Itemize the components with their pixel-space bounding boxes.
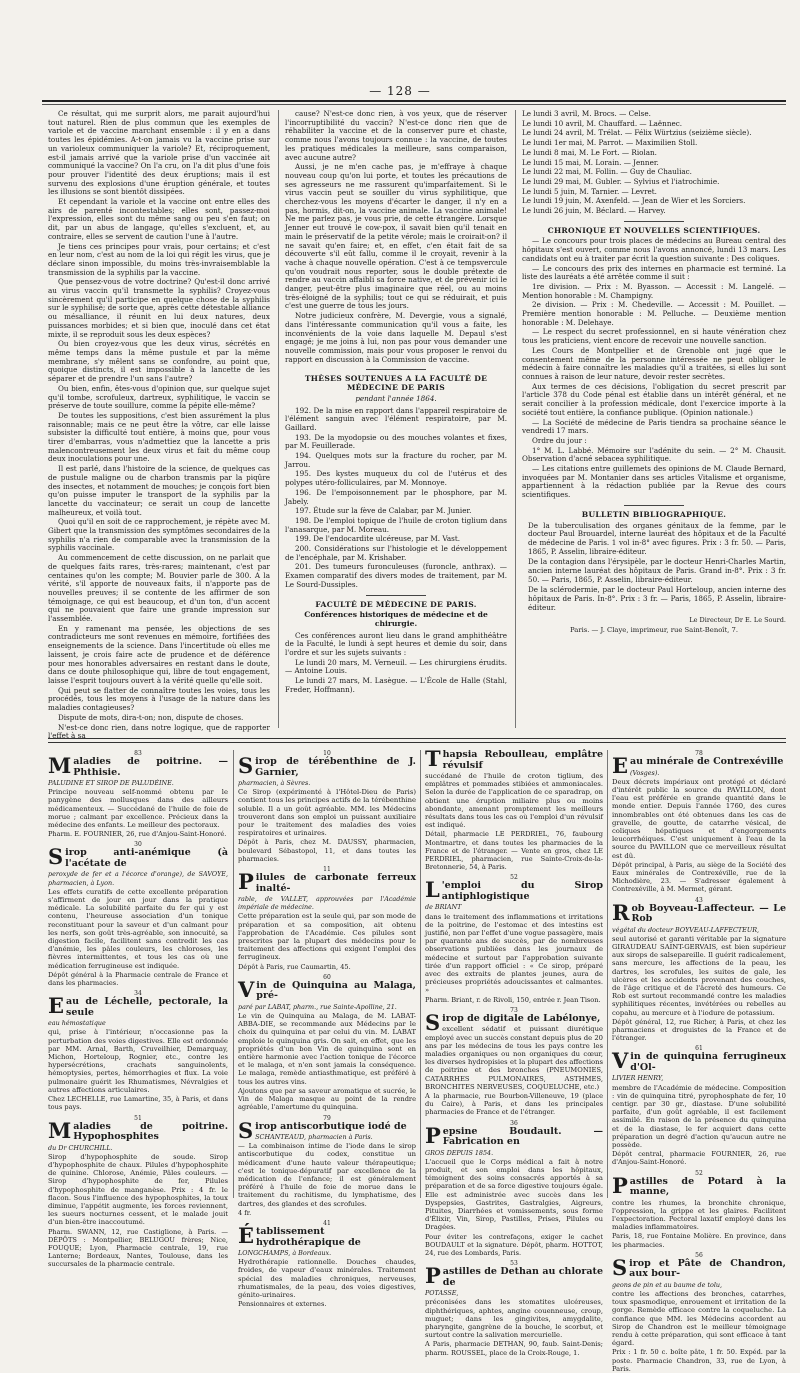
- ad-title: in de quinquina ferrugineux d'Ol-: [630, 1051, 786, 1073]
- drop-cap: M: [48, 1117, 72, 1143]
- drop-cap: T: [425, 746, 441, 771]
- bibliography-item: De la tuberculisation des organes génitaux de la femme, par le docteur Paul Brouardel, interne lauréat des hôpitaux et de la Faculté de médecine de Paris. 1 vol in-8° avec figures. Prix : 3 fr. 50. — Paris, 1865, P. Asselin, libraire-éditeur.: [528, 520, 786, 556]
- paragraph: Il est parlé, dans l'histoire de la science, de quelques cas de pustule maligne ou de charbon transmis par la piqûre des insectes, et notamment de mouches; je conçois fort bien qu'on puisse imputer le transport de la syphilis par la lancette du vaccinateur; ce serait un coup de lancette malheureux, et voilà tout.: [48, 464, 270, 517]
- paragraph: — Les citations entre guillemets des opinions de M. Claude Bernard, invoquées par M. Montanier dans ses articles Vitalisme et organisme, appartiennent à la rédaction publiée par la Revue des cours scientifiques.: [522, 464, 786, 500]
- lecture-item: Le lundi 24 avril, M. Trélat. — Félix Würtzius (seizième siècle).: [522, 128, 752, 138]
- paragraph: De toutes les suppositions, c'est bien assurément la plus raisonnable; mais ce ne peut être la vôtre, car elle laisse subsister la difficulté tout entière, à moins que, pour vous tirer d'embarras, vous n'admettiez que la lancette a pris malencontreusement les deux virus et fait du même coup deux inoculations pour une.: [48, 410, 270, 464]
- paragraph: Quoi qu'il en soit de ce rapprochement, je répète avec M. Gibert que la transmission des symptômes secondaires de la syphilis n'a rien de comparable avec la transmission de la syphilis vaccinale.: [48, 517, 270, 553]
- ad-title: au minérale de Contrexéville: [630, 756, 784, 767]
- ad-number: 61: [695, 1045, 703, 1053]
- advertisement: [238, 974, 416, 1112]
- top-rule: [42, 100, 786, 102]
- ad-body: Les effets curatifs de cette excellente préparation s'affirment de jour en jour dans la pratique médicale. La solubilité parfaite du fer qui y est contenu, l'heureuse association d'un tonique reconstituant pour la saveur et d'un calmant pour les nerfs, son goût très-agréable, son innocuité, sa digestion facile, facilitent sans contredit les cas d'anémie, les pâles couleurs, les chloroses, les fièvres intermittentes, et tous les cas où une médication ferrugineuse est indiquée.: [48, 887, 228, 970]
- ad-subtitle: LIVIER HENRY,: [612, 1074, 664, 1083]
- paragraph: 1° M. L. Labbé. Mémoire sur l'adénite du sein. — 2° M. Chausit. Observation d'acné sebacea syphilitique.: [522, 445, 786, 464]
- ad-title: aladies de poitrine. — Phthisie.: [73, 756, 228, 778]
- drop-cap: L: [425, 877, 440, 903]
- bibliography-list: [522, 522, 786, 613]
- ad-number: 73: [510, 1006, 518, 1014]
- faculte-subheading: Conférences historiques de médecine et de chirurgie.: [304, 610, 488, 628]
- paragraph: Les Cours de Montpellier et de Grenoble ont jugé que le consentement même de la personne intéressée ne peut obliger le médecin à faire connaître les maladies qu'il a traitées, si elles lui sont connues à raison de leur nature, devoir rester secrètes.: [522, 345, 786, 381]
- drop-cap: E: [612, 753, 629, 778]
- lecture-item: Le lundi 1er mai, M. Parrot. — Maximilien Stoll.: [522, 138, 698, 148]
- printer-imprint: Paris. — J. Claye, imprimeur, rue Saint-Benoît, 7.: [570, 626, 738, 635]
- ad-title: irop de digitale de Labélonye,: [442, 1012, 601, 1024]
- ads-divider: [420, 750, 421, 1198]
- ad-subtitle: GROS DEPUIS 1854.: [425, 1148, 494, 1157]
- ad-subtitle: du Dr CHURCHILL.: [48, 1143, 113, 1152]
- lecture-item: Le lundi 10 avril, M. Chauffard. — Laënnec.: [522, 118, 683, 128]
- column-divider: [515, 110, 516, 728]
- lecture-item: Le lundi 19 juin, M. Axenfeld. — Jean de Wier et les Sorciers.: [522, 196, 746, 206]
- ad-body: succédané de l'huile de croton tiglium, des emplâtres et pommades stibiées et ammoniacales. Selon la durée de l'application de ce sparadrap, on obtient une éruption miliaire plus ou moins abondante, amenant promptement les meilleurs résultats dans tous les cas où l'emploi d'un révulsif est indiqué.: [425, 772, 603, 830]
- ad-depot: Pharm. SWANN, 12, rue Castiglione, à Paris. — DÉPÔTS : Montpellier, BELUGOU frères; Nice, FOUQUE; Lyon, Pharmacie centrale, 19, rue Lanterne; Bordeaux, Nantes, Toulouse, dans les succursales de la pharmacie centrale.: [48, 1227, 228, 1269]
- section-rule: [48, 738, 786, 739]
- ad-depot: Détail, pharmacie LE PERDRIEL, 76, faubourg Montmartre, et dans toutes les pharmacies de la France et de l'étranger. — Vente en gros, chez LE PERDRIEL, pharmacien, rue Sainte-Croix-de-la-Bretonnerie, 54, à Paris.: [425, 830, 603, 872]
- ad-title: au de Léchelle, pectorale, la seule: [66, 996, 228, 1018]
- ornament-separator: [366, 369, 426, 370]
- director-signature: Le Directeur, Dr E. Le Sourd.: [689, 615, 786, 624]
- ad-number: 52: [510, 874, 518, 882]
- paragraph: Dispute de mots, dira-t-on; non, dispute de choses.: [58, 712, 244, 722]
- paragraph: 1re division. — Prix : M. Byasson. — Accessit : M. Langelé. — Mention honorable : M. Champigny.: [522, 281, 786, 300]
- ad-number: 53: [510, 1260, 518, 1268]
- drop-cap: S: [238, 753, 254, 778]
- ad-number: 34: [134, 990, 142, 998]
- drop-cap: E: [48, 993, 65, 1019]
- ad-number: 83: [134, 750, 142, 757]
- ad-number: 51: [134, 1114, 142, 1122]
- ad-number: 36: [510, 1119, 518, 1127]
- ad-title: irop anti-anémique (à l'acétate de: [65, 847, 228, 869]
- ad-subtitle: eau hémostatique: [48, 1019, 106, 1028]
- paragraph: Ou bien croyez-vous que les deux virus, sécrétés en même temps dans la même pustule et par la même membrane, s'y mêlent sans se confondre, au point que, quoique distincts, il est impossible à la lancette de les séparer et de prendre l'un sans l'autre?: [48, 339, 270, 384]
- lecture-list: [522, 110, 786, 216]
- advertisement: [48, 750, 228, 838]
- ad-subtitle: paré par LABAT, pharm., rue Sainte-Apolline, 21.: [238, 1002, 397, 1011]
- ad-number: 78: [695, 750, 703, 757]
- advertisement: [612, 1045, 786, 1166]
- ad-number: 11: [323, 866, 331, 874]
- advertisement: [425, 874, 603, 1003]
- thesis-item: 193. De la myodopsie ou des mouches volantes et fixes, par M. Feuillerade.: [285, 432, 507, 451]
- ad-title: epsine Boudault. — Fabrication en: [442, 1125, 603, 1148]
- ad-body: seul autorisé et garanti véritable par la signature GIRAUDEAU SAINT-GERVAIS, est bien supérieur aux sirops de salsepareille. Il guérit radicalement, sans mercure, les affections de la peau, les dartres, les scrofules, les suites de gale, les ulcères et les accidents provenant des couches, de l'âge critique et de l'âcreté des humeurs. Ce Rob est surtout recommandé contre les maladies syphilitiques récentes, invétérées ou rebelles au copahu, au mercure et à l'iodure de potassium.: [612, 934, 786, 1017]
- ad-body: — La combinaison intime de l'iode dans le sirop antiscorbutique du codex, constitue un médicament d'une haute valeur thérapeutique; c'est le tonique-dépuratif par excellence de la médication de l'enfance; il est généralement préféré à l'huile de foie de morue dans le traitement du rachitisme, du lymphatisme, des dartres, des glandes et des scrofules.: [238, 1142, 416, 1208]
- ad-title: irop de térébenthine de J. Garnier,: [255, 756, 416, 778]
- ad-depot: Ajoutons que par sa saveur aromatique et sucrée, le Vin de Malaga masque au point de la rendre agréable, l'amertume du quinquina.: [238, 1086, 416, 1112]
- lecture-item: Le lundi 29 mai, M. Gubler. — Sylvius et l'iatrochimie.: [522, 176, 720, 186]
- ad-title: astilles de Dethan au chlorate de: [442, 1266, 603, 1288]
- ad-depot: 4 fr.: [238, 1208, 252, 1217]
- paragraph: Le lundi 27 mars, M. Lasègue. — L'École de Halle (Stahl, Freder, Hoffmann).: [285, 676, 507, 694]
- ad-subtitle: rable, de VALLET, approuvées par l'Académie impériale de médecine.: [238, 895, 416, 912]
- advertisement: [238, 1220, 416, 1308]
- ad-number: 41: [323, 1220, 331, 1228]
- paragraph: — Le respect du secret professionnel, en si haute vénération chez tous les praticiens, vient encore de recevoir une nouvelle sanction.: [522, 327, 786, 346]
- paragraph: — La Société de médecine de Paris tiendra sa prochaine séance le vendredi 17 mars.: [522, 417, 786, 436]
- thesis-item: 192. De la mise en rapport dans l'appareil respiratoire de l'élément sanguin avec l'élément respiratoire, par M. Gaillard.: [285, 405, 507, 432]
- ad-subtitle: SCHANTEAUD, pharmacien à Paris.: [255, 1133, 373, 1141]
- ad-depot: Pour éviter les contrefaçons, exiger le cachet BOUDAULT et la signature. Dépôt, pharm. HOTTOT, 24, rue des Lombards, Paris.: [425, 1232, 603, 1258]
- ad-heading: [425, 746, 603, 771]
- ad-number: 30: [134, 841, 142, 849]
- ad-title: irop antiscorbutique iodé de: [255, 1120, 407, 1132]
- ad-number: 52: [695, 1169, 703, 1177]
- ad-title: in de Quinquina au Malaga, pré-: [256, 979, 416, 1002]
- ad-body: contre les affections des bronches, catarrhes, toux spasmodique, enrouement et irritation de la gorge. Remède efficace contre la coqueluche. La confiance que MM. les Médecins accordent au Sirop de Chandron est le meilleur témoignage rendu à cette préparation, qui sont efficace à tant égard.: [612, 1290, 786, 1348]
- drop-cap: P: [425, 1263, 441, 1289]
- ornament-separator: [624, 505, 684, 506]
- ornament-separator: [366, 595, 426, 596]
- bibliography-item: De la contagion dans l'érysipèle, par le docteur Henri-Charles Martin, ancien interne lauréat des hôpitaux de Paris. Grand in-8°. Prix : 3 fr. 50. — Paris, 1865, P. Asselin, libraire-éditeur.: [528, 557, 786, 584]
- ad-depot: A la pharmacie, rue Bourbon-Villeneuve, 19 (place du Caire), à Paris, et dans les principales pharmacies de France et de l'étranger.: [425, 1092, 603, 1117]
- drop-cap: V: [612, 1048, 629, 1074]
- paragraph: Aussi, je ne m'en cache pas, je m'effraye à chaque nouveau coup qu'on lui porte, et toutes les précautions de ses agresseurs ne me rassurent qu'imparfaitement. Si le virus vaccin peut se souiller du virus syphilitique, que cherchez-vous les moyens d'écarter le danger, il n'y en a pas, hormis, dit-on, la vaccine animale. La vaccine animale! Ne me parlez pas, je vous prie, de cette étrangère. Lorsque Jenner eut trouvé le cow-pox, il savait bien qu'il tenait en main le préservatif de la petite vérole; mais le croirait-on? il ne savait qu'en faire; et, en effet, c'en était fait de sa découverte s'il eût fallu, comme il le croyait, revenir à la vache à chaque nouvelle opération. C'est à ce tempsvercule qu'on voudrait nous reporter, sous le double prétexte de rendre au vaccin affaibli sa force native, et de prévenir ici le danger, peut-être plus imaginaire que réel, ou au moins très-éloigné de la syphilis; tout ce qui se réduirait, et puis c'est une guerre de tous les jours.: [285, 162, 507, 311]
- column-1: [48, 109, 270, 741]
- ads-divider: [233, 750, 234, 1198]
- drop-cap: R: [612, 899, 630, 925]
- drop-cap: S: [612, 1254, 628, 1280]
- ads-column-2: [238, 750, 416, 1309]
- ad-body: membre de l'Académie de médecine. Composition : vin de quinquina titré, pyrophosphate de fer, 10 centigr. par 30 gr., diastase. D'une solubilité parfaite, d'un goût agréable, il est facilement assimilé. En raison de la présence du quinquina et de la diastase, le fer acquiert dans cette préparation un degré d'action qu'aucun autre ne possède.: [612, 1083, 786, 1150]
- drop-cap: S: [238, 1117, 254, 1143]
- paragraph: cause? N'est-ce donc rien, à vos yeux, que de réserver l'incorruptibilité du vaccin? N'est-ce donc rien que de réhabiliter la vaccine et de la conserver pure et chaste, comme nous l'avons toujours connue : la vaccine, de toutes les pratiques médicales la meilleure, sans comparaison, avec aucune autre?: [285, 109, 507, 162]
- drop-cap: M: [48, 753, 72, 778]
- ad-depot: Dépôt principal, à Paris, au siège de la Société des Eaux minérales de Contrexéville, rue de la Michodière, 23. — S'adresser également à Contrexéville, à M. Mermet, gérant.: [612, 860, 786, 894]
- ad-depot: Pensionnaires et externes.: [238, 1300, 327, 1309]
- thesis-item: 198. De l'emploi topique de l'huile de croton tiglium dans l'anasarque, par M. Moreau.: [285, 515, 507, 534]
- ad-depot: Dépôt général, 12, rue Richer, à Paris, et chez les pharmaciens et droguistes de la France et de l'étranger.: [612, 1017, 786, 1043]
- ads-divider: [607, 750, 608, 1198]
- ad-number: 10: [323, 750, 331, 757]
- paragraph: Ces conférences auront lieu dans le grand amphithéâtre de la Faculté, le lundi à sept heures et demie du soir, dans l'ordre et sur les sujets suivants :: [285, 630, 507, 658]
- ad-number: 56: [695, 1251, 703, 1259]
- lecture-item: Le lundi 5 juin, M. Tarnier. — Levret.: [522, 186, 657, 196]
- advertisement: [238, 750, 416, 863]
- advertisement: [425, 1120, 603, 1258]
- advertisement: [612, 1170, 786, 1249]
- ad-depot: Prix : 1 fr. 50 c. boîte pâte, 1 fr. 50. Expéd. par la poste. Pharmacie Chandron, 33, rue de Lyon, à Paris.: [612, 1348, 786, 1373]
- thesis-item: 201. Des tumeurs furonculeuses (furoncle, anthrax). — Examen comparatif des divers modes de traitement, par M. Le Sourd-Dussiples.: [285, 562, 507, 589]
- column-divider: [278, 110, 279, 728]
- paragraph: Ordre du jour :: [532, 435, 587, 445]
- ad-title: tablissement hydrothérapique de: [256, 1226, 361, 1248]
- ad-subtitle: de BRIANT: [425, 903, 462, 912]
- ad-subtitle: peroxyde de fer et a l'écorce d'orange), de SAVOYE, pharmacien, à Lyon.: [48, 870, 228, 887]
- ad-subtitle: végétal du docteur BOYVEAU-LAFFECTEUR,: [612, 925, 760, 934]
- ad-depot: A Paris, pharmacie DETHAN, 90, faub. Saint-Denis; pharm. ROUSSEL, place de la Croix-Rouge, 1.: [425, 1340, 603, 1357]
- ad-title: 'emploi du Sirop antiphlogistique: [441, 880, 603, 902]
- ad-title: aladies de poitrine. Hypophosphites: [73, 1120, 228, 1142]
- drop-cap: É: [238, 1223, 255, 1249]
- faculte-heading: FACULTÉ DE MÉDECINE DE PARIS.: [315, 599, 477, 609]
- thesis-item: 200. Considérations sur l'histologie et le développement de l'encéphale, par M. Krishaber.: [285, 544, 507, 562]
- column-3: [522, 110, 786, 728]
- paragraph: — Le concours des prix des internes en pharmacie est terminé. La liste des lauréats a été arrêtée comme il suit :: [522, 263, 786, 282]
- paragraph: Le lundi 20 mars, M. Verneuil. — Les chirurgiens érudits. — Antoine Louis.: [285, 657, 507, 676]
- ad-subtitle: PALUDINE ET SIROP DE PALUDÉINE.: [48, 779, 174, 787]
- ad-title: ob Boyveau-Laffecteur. — Le Rob: [631, 902, 786, 925]
- ad-subtitle: pharmacien, à Sèvres.: [238, 779, 311, 787]
- ad-body: contre les rhumes, la bronchite chronique, l'oppression, la grippe et les glaires. Facilitent l'expectoration. Pectoral laxatif employé dans les maladies inflammatoires.: [612, 1198, 786, 1232]
- ad-body: Principe nouveau self-nommé obtenu par le panygène des mollusques dans des ailleurs médicamenteux. — Succédané de l'huile de foie de morue ; calmant par excellence. Précieux dans la médecine des enfants. Le meilleur des pectoraux.: [48, 788, 228, 830]
- ornament-separator: [624, 221, 684, 222]
- ad-depot: Dépôt à Paris, rue Caumartin, 45.: [238, 962, 351, 971]
- advertisement: [425, 1007, 603, 1117]
- ad-depot: Dépôt général à la Pharmacie centrale de France et dans les pharmacies.: [48, 970, 228, 988]
- advertisement: [48, 1115, 228, 1269]
- advertisement: [48, 841, 228, 987]
- thesis-item: 199. De l'endocardite ulcéreuse, par M. Vast.: [295, 534, 460, 544]
- ad-subtitle: POTASSE,: [425, 1289, 459, 1298]
- page-number: — 128 —: [369, 84, 431, 98]
- bulletin-heading: BULLETIN BIBLIOGRAPHIQUE.: [581, 509, 727, 519]
- ad-body: excellent sédatif et puissant diurétique employé avec un succès constant depuis plus de 20 ans par les médecins de tous les pays contre les maladies organiques ou non organiques du cœur, les diverses hydropisies et la plupart des affections de poitrine et des bronches (PNEUMONIES, CATARRHES PULMONAIRES, ASTHMES, BRONCHITES NERVEUSES, COQUELUCHE, etc.): [425, 1025, 603, 1091]
- ad-title: irop et Pâte de Chandron, aux bour-: [629, 1257, 786, 1280]
- paragraph: Qui peut se flatter de connaître toutes les voies, tous les procédés, tous les moyens à l'usage de la nature dans les maladies contagieuses?: [48, 685, 270, 713]
- ad-body: Hydrothérapie rationnelle. Douches chaudes, froides, de vapeur d'eaux minérales. Traitement spécial des maladies chroniques, nerveuses, rhumatismales, de la peau, des voies digestives, génito-urinaires.: [238, 1258, 416, 1300]
- section-rule-thin: [48, 742, 786, 743]
- thesis-item: 194. Quelques mots sur la fracture du rocher, par M. Jarrou.: [285, 451, 507, 469]
- ad-body: Sirop d'hypophosphite de soude. Sirop d'hypophosphite de chaux. Pilules d'hypophosphite de quinine. Chlorose, Anémie, Pâles couleurs. — Sirop d'hypophosphite de fer, Pilules d'hypophosphite de manganèse. Prix : 4 fr. le flacon. Sous l'influence des hypophosphites, la toux diminue, l'appétit augmente, les forces reviennent, les sueurs nocturnes cessent, et le malade jouit d'un bien-être inaccoutumé.: [48, 1152, 228, 1227]
- ad-body: Le vin de Quinquina au Malaga, de M. LABAT-ABBA-DIE, se recommande aux Médecins par le choix du quinquina et par celui du vin. M. LABAT emploie le quinquina gris. On sait, en effet, que les propriétés d'un bon Vin de quinquina sont en entière harmonie avec l'action tonique de l'écorce et le malaga, et n'en sont jamais la conséquence. Le malaga, remède antiasthmatique, est préféré à tous les autres vins.: [238, 1012, 416, 1086]
- ad-depot: Paris, 18, rue Fontaine Molière. En province, dans les pharmacies.: [612, 1232, 786, 1249]
- lecture-item: Le lundi 8 mai, M. Le Fort. — Riolan.: [522, 147, 657, 157]
- ad-number: 79: [323, 1114, 331, 1122]
- theses-heading: THÈSES SOUTENUES A LA FACULTÉ DE MÉDECINE DE PARIS: [304, 374, 488, 393]
- paragraph: Je tiens ces principes pour vrais, pour certains; et c'est en leur nom, c'est au nom de la loi qui régit les virus, que je déclare sinon impossible, du moins très-invraisemblable la transmission de la syphilis par la vaccine.: [48, 241, 270, 277]
- drop-cap: S: [48, 844, 64, 870]
- ad-body: L'accueil que le Corps médical a fait à notre produit, et son emploi dans les hôpitaux, témoignent des soins consacrés apportés à sa préparation et de sa force digestive toujours égale. Elle est administrée avec succès dans les Dyspepsies, Gastrites, Gastralgies, Aigreurs, Pituites, Diarrhées et vomissements, sous forme d'Élixir, Vin, Sirop, Pastilles, Prises, Pilules ou Dragées.: [425, 1157, 603, 1232]
- paragraph: Que pensez-vous de votre doctrine? Qu'est-il donc arrivé au virus vaccin qu'il transmette la syphilis? Croyez-vous sincèrement qu'il participe en quelque chose de la syphilis sur le syphilisé; de sorte que, après cette détestable alliance ou mésalliance, il réunit en lui deux natures, deux puissances morbides; et si bien que, inoculé dans cet état mixte, il se reproduit sous les deux espèces?: [48, 277, 270, 339]
- paragraph: 2e division. — Prix : M. Chedeville. — Accessit : M. Pouillet. — Première mention honorable : M. Pelluche. — Deuxième mention honorable : M. Delehaye.: [522, 300, 786, 327]
- lecture-item: Le lundi 15 mai, M. Lorain. — Jenner.: [522, 157, 659, 167]
- ad-body: Deux décrets impériaux ont protégé et déclaré d'intérêt public la source du PAVILLON, dont l'eau est préférée en grande quantité dans le monde entier. Depuis l'année 1760, des cures innombrables ont été obtenues dans les cas de gravelle, de goutte, de catarrhe vésical, de coliques hépatiques et d'engorgements leucorrhéiques. C'est uniquement à l'eau de la source du PAVILLON que ce merveilleux résultat est dû.: [612, 777, 786, 860]
- paragraph: Ce résultat, qui me surprit alors, me parait aujourd'hui tout naturel. Rien de plus commun que les exemples de variole et de vaccine marchant ensemble : il y en a dans toutes les épidémies. A-t-on jamais vu la vaccine prise sur un varioleux communiquer la variole? Et, réciproquement, est-il jamais arrivé que la variole prise d'un vaccinée ait communiqué la vaccine? On l'a cru, on l'a dit plus d'une fois pour prouver l'identité des deux éruptions; mais il est survenu des explosions d'une éruption générale, et toutes les illusions se sont bientôt dissipées.: [48, 109, 270, 197]
- column-2: [285, 110, 507, 728]
- thesis-item: 195. Des kystes muqueux du col de l'utérus et des polypes utéro-folliculaires, par M. Monnoye.: [285, 469, 507, 488]
- ad-title: ilules de carbonate ferreux inalté-: [255, 872, 416, 894]
- advertisement: [612, 750, 786, 894]
- thesis-item: 196. De l'empoisonnement par le phosphore, par M. Jabely.: [285, 487, 507, 506]
- ad-body: préconisées dans les stomatites ulcéreuses, diphthériques, aphtes, angine couenneuse, croup, muguet; dans les gingivites, amygdalite, pharyngite, gangrène de la bouche, le scorbut, et surtout contre la salivation mercurielle.: [425, 1298, 603, 1340]
- drop-cap: V: [238, 976, 255, 1002]
- ad-depot: Pharm. E. FOURNIER, 26, rue d'Anjou-Saint-Honoré.: [48, 830, 227, 839]
- ad-depot: Dépôt central, pharmacie FOURNIER, 26, rue d'Anjou-Saint-Honoré.: [612, 1150, 786, 1167]
- ad-subtitle: LONGCHAMPS, à Bordeaux.: [238, 1249, 332, 1258]
- ads-column-3: [425, 746, 603, 1357]
- chronique-heading: CHRONIQUE ET NOUVELLES SCIENTIFIQUES.: [547, 225, 761, 235]
- ad-body: Cette préparation est la seule qui, par son mode de préparation et sa composition, ait obtenu l'approbation de l'Académie. Ces pilules sont prescrites par la plupart des médecins pour le traitement des affections qui exigent l'emploi des ferrugineux.: [238, 912, 416, 962]
- lecture-item: Le lundi 22 mai, M. Follin. — Guy de Chauliac.: [522, 167, 692, 177]
- lecture-item: Le lundi 3 avril, M. Brocs. — Celse.: [522, 109, 651, 118]
- paragraph: Ou bien, enfin, êtes-vous d'opinion que, sur quelque sujet qu'il tombe, scrofuleux, dartreux, syphilitique, le vaccin se préserve de toute souillure, comme la pépite elle-même?: [48, 383, 270, 411]
- top-rule-thin: [42, 104, 786, 105]
- ad-subtitle: (Vosges).: [630, 768, 660, 777]
- advertisement: [238, 866, 416, 971]
- ad-number: 43: [695, 896, 703, 904]
- advertisement: [425, 1260, 603, 1357]
- ad-body: qui, prise à l'intérieur, n'occasionne pas la perturbation des voies digestives. Elle est ordonnée par MM. Arnal, Barth, Cruveilhier, Demarquay, Michon, Horteloup, Rognier, etc., contre les hypersécrétions, crachats sanguinolents, hémoptysies, pertes, hémorrhagies et flux. La voie pulmonaire guérit les Rhumatismes, Névralgies et autres affections articulaires.: [48, 1028, 228, 1094]
- advertisement: [612, 1252, 786, 1373]
- theses-subheading: pendant l'année 1864.: [355, 393, 437, 403]
- ads-column-1: [48, 750, 228, 1269]
- drop-cap: P: [425, 1122, 441, 1148]
- advertisement: [238, 1115, 416, 1218]
- drop-cap: P: [612, 1172, 628, 1198]
- paragraph: Aux termes de ces décisions, l'obligation du secret prescrit par l'article 378 du Code pénal est établie dans un intérêt général, et ne serait concilier à la profession médicale, dont l'exercice importe à la société tout entière, la confiance publique. (Opinion nationale.): [522, 381, 786, 417]
- paragraph: En y ramenant ma pensée, les objections de ses contradicteurs me sont revenues en mémoire, fortifiées des enseignements de la science. Dans l'incertitude où elles me laissent, je crois faire acte de prudence et de déférence pour mes honorables adversaires en restant dans le doute, dans ce doute philosophique qui, libre de tout engagement, laisse l'esprit toujours ouvert à la vérité quelle qu'elle soit.: [48, 623, 270, 685]
- ad-depot: Pharm. Briant, r. de Rivoli, 150, entrée r. Jean Tison.: [425, 995, 601, 1004]
- ad-body: Ce Sirop (expérimenté à l'Hôtel-Dieu de Paris) contient tous les principes actifs de la térébenthine soluble. Il a un goût agréable. MM. les Médecins trouveront dans son emploi un puissant auxiliaire pour le traitement des maladies des voies respiratoires et urinaires.: [238, 788, 416, 838]
- advertisement: [612, 897, 786, 1043]
- advertisement: [48, 990, 228, 1111]
- ad-depot: Dépôt à Paris, chez M. DAUSSY, pharmacien, boulevard Sébastopol, 11, et dans toutes les pharmacies.: [238, 838, 416, 863]
- ad-title: astilles de Potard à la manne,: [629, 1175, 786, 1198]
- drop-cap: S: [425, 1009, 441, 1035]
- ad-number: 60: [323, 973, 331, 981]
- paragraph: N'est-ce donc rien, dans notre logique, que de rapporter l'effet à sa: [48, 722, 270, 741]
- paragraph: Et cependant la variole et la vaccine ont entre elles des airs de parenté incontestables; elles sont, passez-moi l'expression, elles sont du même sang ou peu s'en faut; on dit, par un abus de langage, qu'elles s'excluent, et, au contraire, elles se servent de caution l'une à l'autre.: [48, 197, 270, 241]
- paragraph: Au commencement de cette discussion, on ne parlait que de quelques faits rares, très-rares; maintenant, c'est par centaines qu'on les compte; M. Bouvier parle de 300. A la vérité, s'il apporte de nouveaux faits, il n'apporte pas de nouvelles preuves; il se contente de les affirmer de son témoignage, ce qui est beaucoup, et d'un ton, d'un accent qui ne pouvaient que faire une grande impression sur l'assemblée.: [48, 553, 270, 624]
- lecture-item: Le lundi 26 juin, M. Béclard. — Harvey.: [522, 206, 666, 216]
- ad-title: hapsia Reboulleau, emplâtre révulsif: [442, 749, 603, 771]
- paragraph: Notre judicieux confrère, M. Devergie, vous a signalé, dans l'intéressante communication qu'il vous a faite, les inconvénients de la voie dans laquelle M. Depaul s'est engagé; je me joins à lui, non pas pour vous demander une nouvelle commission, mais pour vous proposer le renvoi du rapport en discussion à la Commission de vaccine.: [285, 311, 507, 364]
- ad-depot: Chez LECHELLE, rue Lamartine, 35, à Paris, et dans tous pays.: [48, 1095, 228, 1112]
- advertisement: [425, 746, 603, 872]
- ad-subtitle: geons de pin et au baume de tolu,: [612, 1280, 723, 1289]
- paragraph: — Le concours pour trois places de médecins au Bureau central des hôpitaux s'est ouvert, comme nous l'avons annoncé, lundi 13 mars. Les candidats ont eu à traiter par écrit la question suivante : Des coliques.: [522, 236, 786, 263]
- ads-column-4: [612, 750, 786, 1373]
- drop-cap: P: [238, 869, 254, 895]
- thesis-item: 197. Étude sur la fève de Calabar, par M. Junier.: [295, 506, 472, 516]
- bibliography-item: De la sclérodermie, par le docteur Paul Horteloup, ancien interne des hôpitaux de Paris. In-8°. Prix : 3 fr. — Paris, 1865, P. Asselin, libraire-éditeur.: [528, 585, 786, 612]
- ad-body: dans le traitement des inflammations et irritations de la poitrine, de l'estomac et des intestins est justifié, non par l'effet d'une vogue passagère, mais par quarante ans de succès, par de nombreuses observations publiées dans les journaux de médecine et surtout par l'approbation suivante tirée d'un rapport officiel : « Ce sirop, préparé avec des extraits de plantes jeunes, aura de précieuses propriétés adoucissantes et calmantes. »: [425, 912, 603, 995]
